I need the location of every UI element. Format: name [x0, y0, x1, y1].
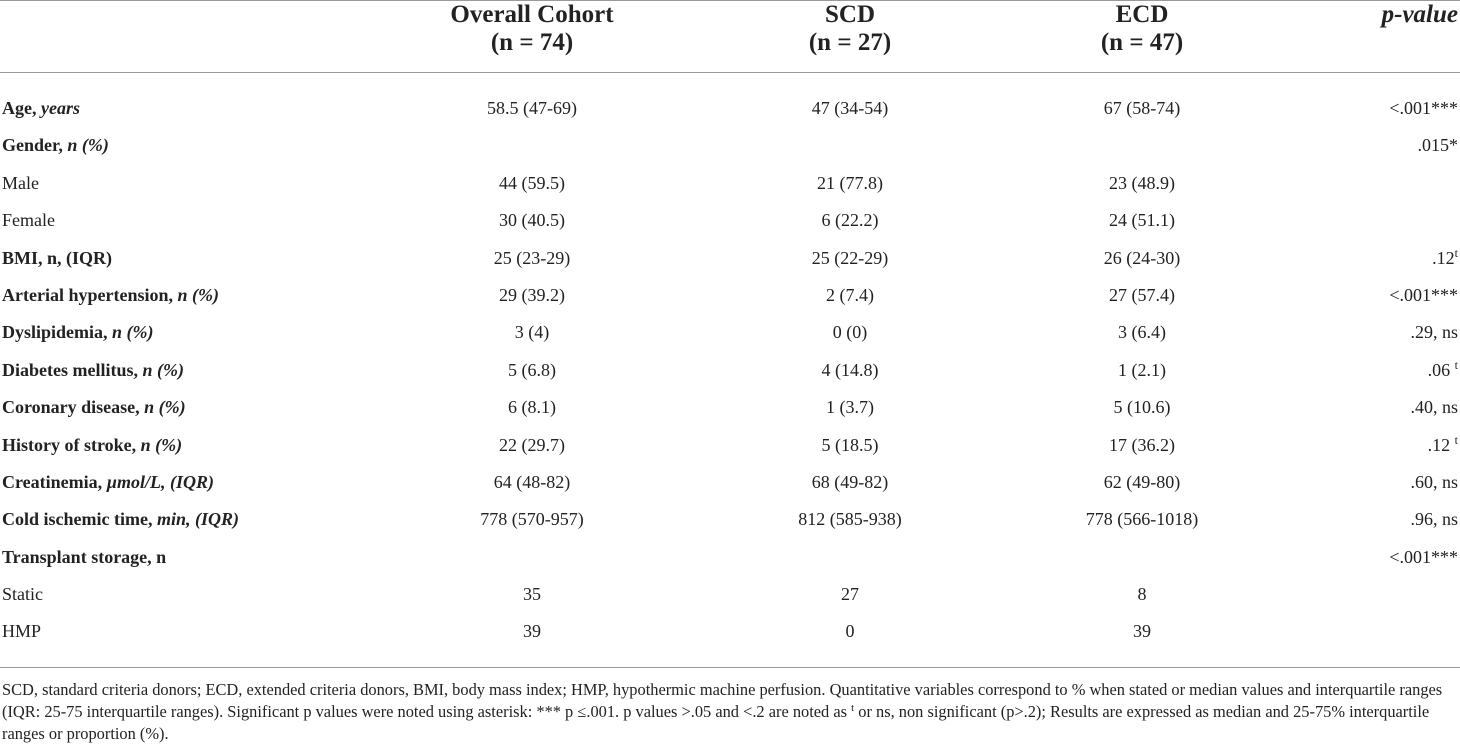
column-header-p-value: [1338, 0, 1458, 29]
cell-overall-cohort: 22 (29.7): [499, 434, 565, 455]
row-label-unit: n (%): [67, 135, 109, 156]
cell-p-value: [1238, 240, 1458, 277]
row-label: [2, 127, 109, 164]
cell-scd: 1 (3.7): [826, 397, 874, 418]
row-label: [2, 352, 184, 389]
p-value-text: .40, ns: [1410, 397, 1458, 418]
cell-ecd: 67 (58-74): [1103, 98, 1181, 118]
cell-p-value: [1238, 501, 1458, 538]
cell-overall-cohort: 25 (23-29): [493, 247, 571, 268]
cell-ecd: 5 (10.6): [1113, 397, 1171, 418]
row-label: [2, 613, 41, 650]
column-header-overall-cohort: [382, 0, 682, 57]
table-row: [0, 501, 1460, 538]
p-value-superscript: t: [1454, 245, 1458, 260]
row-label-text: BMI, n, (IQR): [2, 247, 113, 268]
p-value-text: .12: [1427, 434, 1455, 455]
cell-overall-cohort: 5 (6.8): [508, 359, 556, 380]
row-label: [2, 202, 55, 239]
column-header-ecd: [992, 0, 1292, 57]
row-label-text: Static: [2, 584, 43, 605]
cell-scd: 0: [845, 621, 855, 642]
row-label-text: Male: [2, 172, 39, 193]
table-row: [0, 576, 1460, 613]
cell-scd: 0 (0): [832, 322, 868, 343]
cell-p-value: [1238, 90, 1458, 127]
table-body: [0, 90, 1460, 651]
table-row: [0, 165, 1460, 202]
cell-p-value: [1238, 314, 1458, 351]
cell-ecd: 1 (2.1): [1118, 359, 1166, 380]
table-row: [0, 352, 1460, 389]
row-label: [2, 90, 80, 127]
row-label: [2, 389, 186, 426]
row-label-unit: n (%): [177, 284, 219, 305]
cell-ecd: 778 (566-1018): [1085, 509, 1199, 530]
row-label-text: History of stroke,: [2, 434, 141, 455]
cell-p-value: [1238, 352, 1458, 389]
cell-overall-cohort: 44 (59.5): [499, 172, 565, 193]
footnote-text-2: or ns, non significant (p>.2); Results are expressed as median and 25-75% interquartile ranges or proportion (%).: [2, 702, 1430, 743]
cell-ecd: 39: [1133, 621, 1151, 642]
row-label-unit: years: [41, 98, 80, 118]
row-label: [2, 539, 166, 576]
cell-scd: 47 (34-54): [811, 98, 889, 118]
p-value-text: .015*: [1417, 135, 1458, 156]
row-label-text: Dyslipidemia,: [2, 322, 113, 343]
row-label-text: Arterial hypertension,: [2, 284, 178, 305]
table-footnote: [2, 679, 1458, 745]
p-value-text: .60, ns: [1410, 471, 1458, 492]
row-label-text: Coronary disease,: [2, 397, 145, 418]
cell-ecd: 8: [1137, 584, 1147, 605]
row-label-text: Creatinemia,: [2, 471, 107, 492]
cell-overall-cohort: 778 (570-957): [480, 509, 584, 530]
row-label-unit: n (%): [140, 434, 183, 455]
cell-scd: 21 (77.8): [817, 172, 883, 193]
row-label-unit: µmol/L, (IQR): [106, 471, 215, 492]
row-label: [2, 464, 214, 501]
column-header-overall-n: (n = 74): [490, 29, 574, 56]
cell-overall-cohort: 64 (48-82): [493, 471, 571, 492]
column-header-scd: [700, 0, 1000, 57]
row-label-text: Age,: [2, 98, 41, 118]
row-label: [2, 501, 239, 538]
row-label-text: Diabetes mellitus,: [2, 359, 143, 380]
row-label-text: Cold ischemic time,: [2, 509, 157, 530]
table-row: [0, 240, 1460, 277]
row-label-unit: min, (IQR): [156, 509, 239, 530]
p-value-text: .29, ns: [1410, 322, 1458, 343]
column-header-ecd-title: ECD: [1115, 1, 1169, 28]
cell-ecd: 27 (57.4): [1109, 284, 1175, 305]
row-label-unit: n (%): [144, 397, 186, 418]
cell-ecd: 26 (24-30): [1103, 247, 1181, 268]
row-label: [2, 576, 43, 613]
cell-scd: 25 (22-29): [811, 247, 889, 268]
row-label-unit: n (%): [112, 322, 154, 343]
column-header-overall-title: Overall Cohort: [450, 1, 614, 28]
table-bottom-rule: [0, 667, 1460, 668]
table-row: [0, 314, 1460, 351]
cell-overall-cohort: 39: [523, 621, 541, 642]
column-header-scd-title: SCD: [824, 1, 875, 28]
p-value-text: .12: [1432, 247, 1455, 268]
cell-scd: 6 (22.2): [821, 210, 879, 231]
table-row: [0, 90, 1460, 127]
cell-overall-cohort: 3 (4): [514, 322, 550, 343]
cell-p-value: [1238, 277, 1458, 314]
row-label: [2, 165, 39, 202]
row-label-text: HMP: [2, 621, 42, 642]
row-label: [2, 240, 112, 277]
row-label-text: Gender,: [2, 135, 68, 156]
cell-p-value: [1238, 127, 1458, 164]
p-value-superscript: t: [1454, 432, 1458, 447]
column-header-scd-n: (n = 27): [808, 29, 892, 56]
cell-overall-cohort: 58.5 (47-69): [487, 98, 577, 118]
row-label: [2, 427, 182, 464]
table-header-rule: [0, 72, 1460, 73]
p-value-superscript: t: [1454, 357, 1458, 372]
table-row: [0, 277, 1460, 314]
footnote-superscript: t: [851, 702, 855, 714]
cell-p-value: [1238, 539, 1458, 576]
cell-p-value: [1238, 389, 1458, 426]
table-row: [0, 613, 1460, 650]
p-value-text: .06: [1427, 359, 1455, 380]
cell-overall-cohort: 29 (39.2): [499, 284, 565, 305]
footnote-text-1: SCD, standard criteria donors; ECD, extended criteria donors, BMI, body mass index; HMP, hypothermic machine perfusion. Quantitative variables correspond to % when stated or median values and interquartile ranges (IQR: 25-75 interquartile ranges). Significant p values were noted using asterisk: *** p ≤.001. p values >.05 and <.2 are noted as: [2, 680, 1443, 721]
row-label-unit: n (%): [142, 359, 184, 380]
cell-scd: 5 (18.5): [821, 434, 879, 455]
p-value-text: <.001***: [1389, 98, 1458, 118]
table-row: [0, 127, 1460, 164]
cell-overall-cohort: 35: [523, 584, 541, 605]
table-row: [0, 389, 1460, 426]
cell-ecd: 23 (48.9): [1109, 172, 1175, 193]
row-label-text: Transplant storage, n: [2, 546, 167, 567]
cell-ecd: 24 (51.1): [1109, 210, 1175, 231]
cell-ecd: 62 (49-80): [1103, 471, 1181, 492]
cell-scd: 812 (585-938): [798, 509, 902, 530]
cell-scd: 2 (7.4): [826, 284, 874, 305]
column-header-ecd-n: (n = 47): [1100, 29, 1184, 56]
cell-ecd: 17 (36.2): [1109, 434, 1175, 455]
cell-scd: 4 (14.8): [821, 359, 879, 380]
row-label-text: Female: [2, 210, 55, 231]
table-row: [0, 202, 1460, 239]
cell-overall-cohort: 30 (40.5): [499, 210, 565, 231]
cell-overall-cohort: 6 (8.1): [508, 397, 556, 418]
table-row: [0, 427, 1460, 464]
p-value-text: .96, ns: [1410, 509, 1458, 530]
cell-scd: 27: [841, 584, 859, 605]
cell-p-value: [1238, 464, 1458, 501]
table-row: [0, 464, 1460, 501]
p-value-text: <.001***: [1389, 546, 1458, 567]
row-label: [2, 314, 154, 351]
table-row: [0, 539, 1460, 576]
column-header-p-value-title: p-value: [1381, 1, 1458, 28]
cell-scd: 68 (49-82): [811, 471, 889, 492]
p-value-text: <.001***: [1389, 284, 1458, 305]
row-label: [2, 277, 219, 314]
cell-ecd: 3 (6.4): [1118, 322, 1166, 343]
cell-p-value: [1238, 427, 1458, 464]
